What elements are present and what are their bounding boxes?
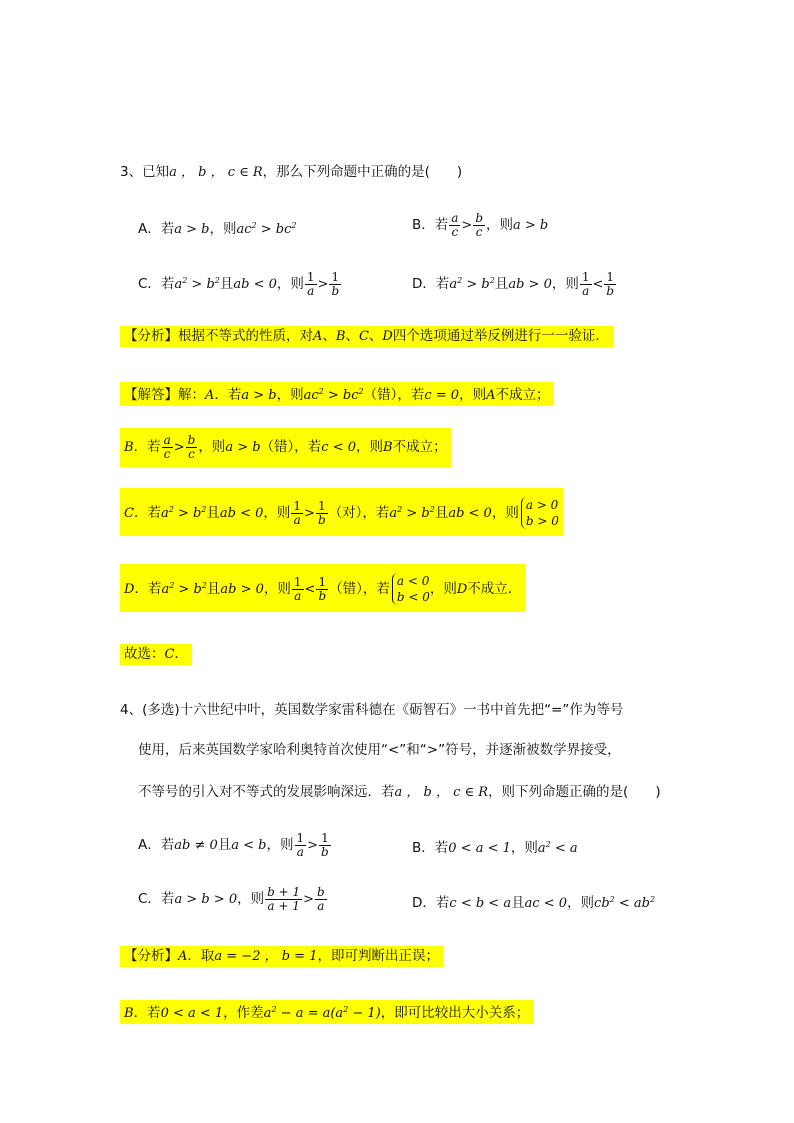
q4-option-c: C．若a > b > 0，则 $\frac{b + 1}{a + 1}$ > $\frac{b}{a}$ (138, 884, 325, 913)
q3-opt-b-frac2: $\frac{b}{c}$ (475, 210, 484, 239)
q3-opt-d-mid: ，则 (551, 276, 579, 292)
q3-opt-d-cond2: ab > 0 (508, 277, 552, 292)
q3-sol-d-cond2: ab > 0 (220, 582, 264, 597)
q4-opt-d-label: D．若 (412, 895, 450, 911)
q3-sol-a-3: ，则 (276, 387, 304, 403)
q3-opt-d-frac1: $\frac{1}{a}$ (581, 269, 590, 298)
q3-sol-b-5: ，则 (356, 439, 384, 455)
q3-opt-b-mid: ，则 (486, 217, 514, 233)
q3-opt-c-cond1: $a^2 > b^2$ (174, 276, 220, 292)
q4-an-b-expr: $a^2 - a = a(a^2 - 1)$ (263, 1005, 381, 1021)
letter-c: C (124, 506, 134, 521)
q3-sol-a-4: （错），若 (363, 387, 425, 403)
q3-sol-d-6: ，则 (429, 581, 457, 597)
q4-opt-a-frac1: $\frac{1}{a}$ (296, 830, 305, 859)
q3-sol-d-frac2: $\frac{1}{b}$ (318, 574, 327, 603)
q3-sol-c-cond4: ab < 0 (448, 506, 492, 521)
q3-opt-a-result: $ac^2 > bc^2$ (236, 221, 297, 237)
q3-sol-b-2: ．若 (133, 439, 161, 455)
solution-tag: 【解答】 (124, 387, 178, 403)
q3-sol-c-frac2: $\frac{1}{b}$ (317, 498, 326, 527)
q3-stem (120, 162, 462, 183)
letter-b: B (124, 440, 134, 455)
q3-opt-d-label: D．若 (412, 276, 450, 292)
q3-sol-c-cond2: ab < 0 (219, 506, 264, 521)
q4-option-b (412, 835, 578, 859)
q4-opt-a-frac2: $\frac{1}{b}$ (321, 830, 329, 859)
q3-sol-c-cond1: $a^2 > b^2$ (160, 505, 207, 521)
q4-line3-vars: a ， b ， c ∈ R (394, 785, 489, 800)
q4-stem-line3 (138, 782, 661, 803)
q3-opt-b-label: B．若 (412, 217, 449, 233)
q4-an-a-vals: a = −2 ， b = 1 (214, 949, 318, 964)
q3-sol-a-1: 解： (178, 387, 205, 403)
q3-sol-a-cex: c = 0 (424, 388, 460, 403)
q3-answer-prefix: 故选： (124, 646, 165, 662)
q3-opt-d-cond1: $a^2 > b^2$ (449, 276, 495, 292)
q3-sol-c-6: 且 (434, 505, 449, 521)
q3-opt-c-mid: ，则 (276, 276, 304, 292)
q3-sol-a-5: ，则 (459, 387, 487, 403)
q3-sol-b-cex: c < 0 (321, 440, 357, 455)
q3-stem-vars: a ， b ， c ∈ R (169, 165, 263, 180)
q3-sol-d-system: a < 0 b < 0 (392, 573, 430, 605)
letter-b: B (335, 329, 346, 344)
q3-sol-d-4: ，则 (263, 581, 291, 597)
q3-sol-b-3: ，则 (198, 439, 226, 455)
letter-b: B (124, 1006, 134, 1021)
q4-opt-a-label: A．若 (138, 837, 175, 853)
q3-sol-a-6: 不成立； (495, 387, 550, 403)
letter-d: D (456, 582, 468, 597)
q3-sol-b-res: a > b (225, 440, 261, 455)
q4-option-d (412, 890, 655, 914)
q4-an-b-1: ．若 (133, 1005, 161, 1021)
analysis-tag: 【分析】 (124, 328, 178, 344)
q3-solution-c-highlight: C．若$a^2 > b^2$且ab < 0，则 $\frac{1}{a}$ > $\frac{1}{b}$ （对），若$a^2 > b^2$且ab < 0，则 a > 0 b > 0 (120, 488, 563, 536)
q4-analysis-b (120, 1000, 533, 1024)
q4-line3-suffix: ，则下列命题正确的是( ) (488, 784, 661, 800)
q4-an-a-2: ，即可判断出正误； (317, 948, 439, 964)
q4-opt-d-result: $cb^2 < ab^2$ (594, 895, 656, 911)
analysis-tag: 【分析】 (124, 948, 178, 964)
q3-option-b: B．若 $\frac{a}{c}$ > $\frac{b}{c}$ ，则a > b (412, 210, 549, 239)
q3-sol-b-6: 不成立； (392, 439, 447, 455)
q3-analysis (120, 326, 613, 347)
q3-answer-letter: C (164, 647, 175, 662)
q3-sol-c-7: ，则 (491, 505, 519, 521)
q4-opt-b-cond: 0 < a < 1 (448, 841, 511, 856)
q4-an-b-2: ，作差 (223, 1005, 264, 1021)
q3-opt-a-label: A．若 (138, 221, 175, 237)
q4-analysis-a-highlight (120, 946, 443, 967)
q4-analysis-a (120, 946, 443, 967)
q3-analysis-text1: 根据不等式的性质，对 (178, 328, 313, 344)
q4-opt-c-frac1: $\frac{b + 1}{a + 1}$ (267, 884, 301, 913)
q3-option-d: D．若$a^2 > b^2$且ab > 0，则 $\frac{1}{a}$ < $\frac{1}{b}$ (412, 269, 615, 298)
q4-opt-d-cond2: ac < 0 (524, 896, 568, 911)
q4-an-b-cond: 0 < a < 1 (160, 1006, 224, 1021)
q3-opt-c-frac2: $\frac{1}{b}$ (331, 269, 340, 298)
q3-sol-b-frac1: $\frac{a}{c}$ (163, 432, 171, 461)
q3-solution-a-highlight (120, 382, 553, 406)
q3-opt-d-frac2: $\frac{1}{b}$ (606, 269, 615, 298)
q3-solution-a (120, 382, 553, 406)
q3-sol-c-5: （对），若 (328, 505, 390, 521)
q3-opt-c-and: 且 (219, 276, 234, 292)
q4-opt-a-cond1: ab ≠ 0 (174, 838, 218, 853)
q4-opt-b-label: B．若 (412, 840, 449, 856)
q4-opt-c-cond: a > b > 0 (174, 892, 238, 907)
q3-opt-b-result: a > b (513, 218, 549, 233)
q4-opt-b-result: $a^2 < a$ (537, 840, 578, 856)
q3-sol-a-2: ．若 (214, 387, 242, 403)
q3-solution-d-highlight: D．若$a^2 > b^2$且ab > 0，则 $\frac{1}{a}$ < $\frac{1}{b}$ （错），若 a < 0 b < 0 ，则D不成立． (120, 564, 525, 612)
q4-an-b-3: ，即可比较出大小关系； (380, 1005, 530, 1021)
q4-analysis-b-highlight (120, 1000, 533, 1024)
q3-solution-b (120, 428, 451, 467)
q3-sol-d-2: ．若 (134, 581, 162, 597)
letter-a: A (178, 949, 188, 964)
letter-b: B (383, 440, 393, 455)
q3-sol-c-4: ，则 (263, 505, 291, 521)
q4-stem-line2: 使用，后来英国数学家哈利奥特首次使用“<”和“>”符号，并逐渐被数学界接受， (138, 742, 621, 758)
letter-d: D (382, 329, 393, 344)
q3-solution-c (120, 488, 563, 536)
q3-solution-d (120, 564, 525, 612)
letter-a: A (313, 329, 323, 344)
q3-sol-c-cond3: $a^2 > b^2$ (389, 505, 435, 521)
q4-stem-line1: 4、(多选)十六世纪中叶，英国数学家雷科德在《砺智石》一书中首先把“=”作为等号 (120, 702, 624, 718)
letter-a: A (205, 388, 215, 403)
q3-opt-c-cond2: ab < 0 (233, 277, 277, 292)
q3-opt-b-frac1: $\frac{a}{c}$ (451, 210, 459, 239)
q4-opt-c-label: C．若 (138, 891, 175, 907)
q4-opt-d-cond1: c < b < a (449, 896, 512, 911)
letter-d: D (124, 582, 135, 597)
q3-sol-d-7: 不成立． (467, 581, 522, 597)
q4-opt-b-mid: ，则 (510, 840, 538, 856)
q3-answer-suffix: ． (174, 646, 188, 662)
q3-answer-highlight (120, 644, 192, 665)
q4-opt-c-mid: ，则 (237, 891, 265, 907)
q4-opt-d-mid: ，则 (567, 895, 595, 911)
q4-opt-d-and: 且 (511, 895, 525, 911)
q3-sol-b-frac2: $\frac{b}{c}$ (187, 432, 196, 461)
q3-sol-b-4: （错），若 (260, 439, 322, 455)
q4-opt-a-mid: ，则 (266, 837, 294, 853)
q3-answer (120, 644, 192, 665)
q3-sol-d-frac1: $\frac{1}{a}$ (293, 574, 302, 603)
q3-sol-d-5: （错），若 (329, 581, 390, 597)
q3-opt-c-frac1: $\frac{1}{a}$ (306, 269, 315, 298)
q3-sol-c-system: a > 0 b > 0 (521, 497, 559, 529)
q3-sol-d-cond1: $a^2 > b^2$ (161, 581, 207, 597)
letter-a: A (486, 388, 496, 403)
q3-analysis-highlight: 【分析】根据不等式的性质，对A、B、C、D四个选项通过举反例进行一一验证． (120, 326, 613, 347)
q3-sol-c-2: ．若 (133, 505, 161, 521)
q4-opt-a-and: 且 (217, 837, 232, 853)
q4-line3-prefix: 不等号的引入对不等式的发展影响深远．若 (138, 784, 395, 800)
q3-opt-a-cond: a > b (174, 222, 210, 237)
q3-sol-a-res: $ac^2 > bc^2$ (303, 387, 364, 403)
q3-sol-a-cond: a > b (241, 388, 277, 403)
q3-option-a (138, 216, 296, 240)
q3-opt-d-and: 且 (494, 276, 509, 292)
q3-opt-a-mid: ，则 (209, 221, 237, 237)
q3-stem-prefix: 3、已知 (120, 164, 170, 180)
q4-opt-a-cond2: a < b (231, 838, 267, 853)
q4-option-a: A．若ab ≠ 0且a < b，则 $\frac{1}{a}$ > $\frac{1}{b}$ (138, 830, 329, 859)
q3-sol-c-frac1: $\frac{1}{a}$ (293, 498, 302, 527)
q3-option-c: C．若$a^2 > b^2$且ab < 0，则 $\frac{1}{a}$ > $\frac{1}{b}$ (138, 269, 340, 298)
q3-sol-c-3: 且 (206, 505, 220, 521)
letter-c: C (358, 329, 369, 344)
q3-sol-d-3: 且 (206, 581, 221, 597)
q3-opt-c-label: C．若 (138, 276, 175, 292)
q4-opt-c-frac2: $\frac{b}{a}$ (317, 884, 325, 913)
q3-solution-b-highlight: B．若 $\frac{a}{c}$ > $\frac{b}{c}$ ，则a > b（错），若c < 0，则B不成立； (120, 428, 451, 467)
q3-stem-suffix: ，那么下列命题中正确的是( ) (262, 164, 463, 180)
q4-an-a-1: ．取 (187, 948, 215, 964)
q3-analysis-text2: 四个选项通过举反例进行一一验证． (392, 328, 609, 344)
